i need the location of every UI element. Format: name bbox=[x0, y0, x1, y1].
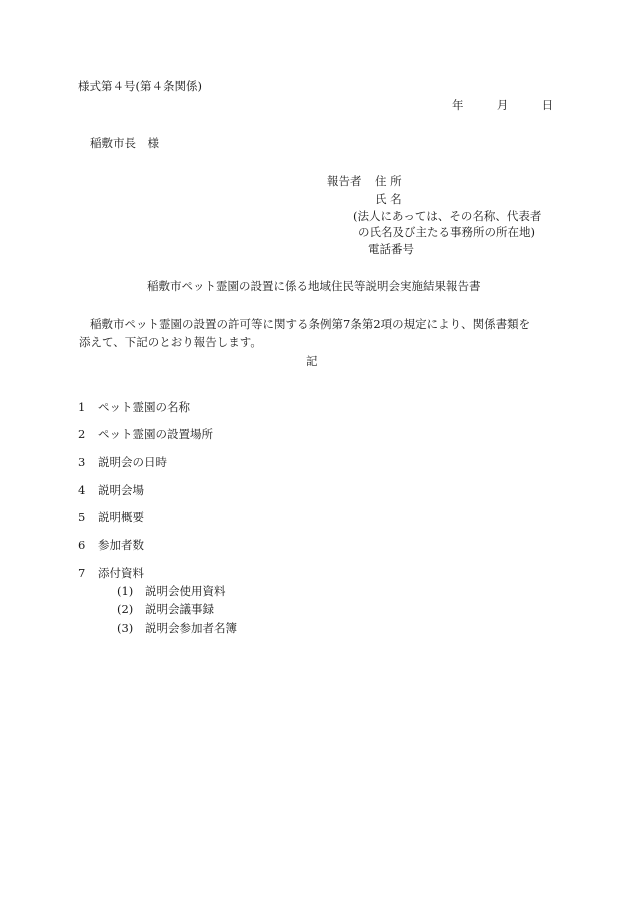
list-item bbox=[78, 512, 144, 524]
ki-heading: 記 bbox=[306, 354, 318, 368]
item-label: 説明会の日時 bbox=[98, 455, 167, 469]
attachment-item bbox=[117, 604, 214, 616]
item-label: 説明概要 bbox=[98, 510, 144, 524]
list-item bbox=[78, 429, 213, 441]
item-number: 6 bbox=[78, 538, 86, 552]
address-label: 住 所 bbox=[375, 174, 402, 188]
phone-label: 電話番号 bbox=[368, 242, 414, 256]
form-header: 様式第４号(第４条関係) bbox=[78, 79, 202, 93]
date-line bbox=[452, 100, 553, 112]
attachment-item bbox=[117, 586, 226, 598]
list-item bbox=[78, 568, 144, 580]
addressee: 稲敷市長 様 bbox=[90, 136, 159, 150]
item-number: 7 bbox=[78, 566, 86, 580]
body-line-2: 添えて、下記のとおり報告します。 bbox=[79, 335, 262, 349]
document-title: 稲敷市ペット霊園の設置に係る地域住民等説明会実施結果報告書 bbox=[147, 279, 481, 293]
date-year: 年 bbox=[452, 98, 464, 112]
item-number: 5 bbox=[78, 510, 86, 524]
body-line-1: 稲敷市ペット霊園の設置の許可等に関する条例第7条第2項の規定により、関係書類を bbox=[90, 317, 531, 331]
item-label: 参加者数 bbox=[98, 538, 144, 552]
list-item bbox=[78, 485, 144, 497]
attachment-label: 説明会議事録 bbox=[145, 602, 214, 616]
item-number: 1 bbox=[78, 400, 86, 414]
item-label: ペット霊園の名称 bbox=[98, 400, 190, 414]
date-month: 月 bbox=[496, 98, 509, 112]
corporate-note-line1: (法人にあっては、その名称、代表者 bbox=[353, 209, 542, 223]
name-label: 氏 名 bbox=[375, 192, 402, 206]
corporate-note-line2: の氏名及び主たる事務所の所在地) bbox=[358, 225, 535, 239]
item-number: 4 bbox=[78, 483, 86, 497]
item-label: 添付資料 bbox=[98, 566, 144, 580]
item-number: 3 bbox=[78, 455, 86, 469]
attachment-label: 説明会使用資料 bbox=[145, 584, 226, 598]
list-item bbox=[78, 457, 167, 469]
attachment-number: (2) bbox=[117, 602, 134, 616]
item-label: ペット霊園の設置場所 bbox=[98, 427, 213, 441]
reporter-label: 報告者 bbox=[327, 174, 362, 188]
date-day: 日 bbox=[541, 98, 554, 112]
item-number: 2 bbox=[78, 427, 86, 441]
attachment-item bbox=[117, 623, 237, 635]
attachment-number: (3) bbox=[117, 621, 134, 635]
attachment-label: 説明会参加者名簿 bbox=[145, 621, 237, 635]
list-item bbox=[78, 540, 144, 552]
item-label: 説明会場 bbox=[98, 483, 144, 497]
attachment-number: (1) bbox=[117, 584, 134, 598]
list-item bbox=[78, 402, 190, 414]
